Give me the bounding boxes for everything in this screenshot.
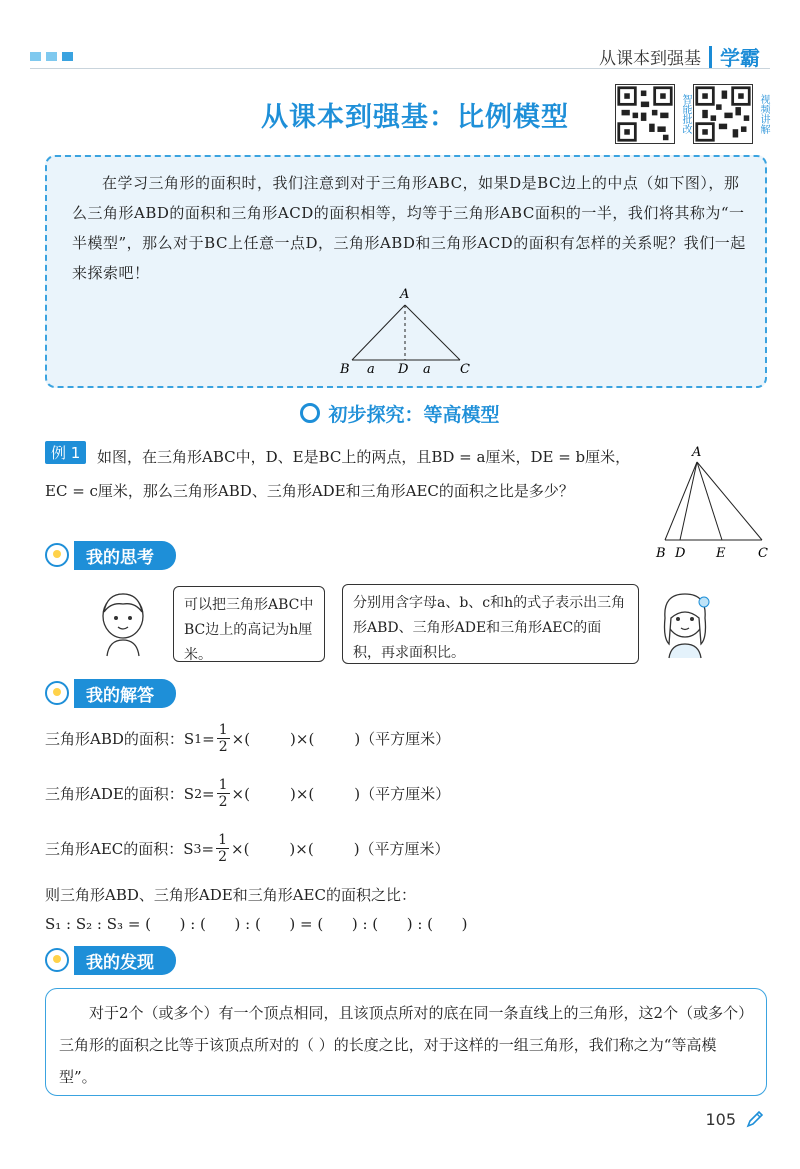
pencil-icon	[746, 1110, 764, 1128]
label-E: E	[716, 546, 726, 561]
header-decoration	[30, 52, 73, 61]
solution-line-abd: 三角形ABD的面积：S 1 = $\frac{1}{2}$ ×( )×( )（平方厘米）	[45, 722, 451, 755]
magnifier-icon	[300, 403, 320, 423]
label-B: B	[656, 546, 666, 561]
label-B: B	[340, 362, 350, 377]
label-a-left: a	[367, 362, 375, 377]
lightbulb-icon	[45, 948, 69, 972]
running-header	[599, 42, 760, 71]
thinking-bubble-left: 可以把三角形ABC中BC边上的高记为h厘米。	[173, 586, 325, 662]
label-A: A	[400, 287, 410, 302]
solution-line-ade: 三角形ADE的面积：S 2 = $\frac{1}{2}$ ×( )×( )（平方厘米）	[45, 777, 451, 810]
running-title: 从课本到强基	[599, 49, 701, 69]
boy-avatar	[95, 590, 151, 658]
finding-heading: 我的发现	[45, 946, 176, 974]
section-title: 初步探究：等高模型	[0, 400, 800, 427]
qr-label-grading: 智能批改	[680, 94, 691, 134]
label-C: C	[758, 546, 768, 561]
label-D: D	[398, 362, 409, 377]
finding-text: 对于2个（或多个）有一个顶点相同，且该顶点所对的底在同一条直线上的三角形，这2个（或多个）三角形的面积之比等于该顶点所对的（ ）的长度之比，对于这样的一组三角形，我们称之为“等高模型”。	[59, 1004, 746, 1086]
page-number: 105	[705, 1110, 736, 1129]
solution-line-aec: 三角形AEC的面积：S 3 = $\frac{1}{2}$ ×( )×( )（平方厘米）	[45, 832, 450, 865]
thinking-bubble-right: 分别用含字母a、b、c和h的式子表示出三角形ABD、三角形ADE和三角形AEC的面积，再求面积比。	[342, 584, 639, 664]
thinking-heading: 我的思考	[45, 541, 176, 569]
example-text: 如图，在三角形ABC中，D、E是BC上的两点，且BD = a厘米，DE = b厘米，EC = c厘米，那么三角形ABD、三角形ADE和三角形AEC的面积之比是多少？	[45, 448, 631, 500]
example-badge: 例 1	[45, 441, 86, 464]
label-A: A	[692, 445, 702, 460]
solution-heading: 我的解答	[45, 679, 176, 707]
page-title: 从课本到强基：比例模型	[261, 102, 569, 133]
intro-text: 在学习三角形的面积时，我们注意到对于三角形ABC，如果D是BC边上的中点（如下图），那么三角形ABD的面积和三角形ACD的面积相等，均等于三角形ABC面积的一半，我们将其称为“一半模型”，那么对于BC上任意一点D，三角形ABD和三角形ACD的面积有怎样的关系呢？我们一起来探索吧！	[72, 174, 746, 282]
lightbulb-icon	[45, 681, 69, 705]
example-triangle-figure	[650, 440, 780, 565]
qr-code-video[interactable]	[693, 84, 769, 144]
brand-logo: 学霸	[720, 46, 760, 70]
header-divider	[709, 46, 712, 68]
qr-code-grading[interactable]	[615, 84, 691, 144]
qr-code-icon	[615, 84, 675, 144]
label-D: D	[675, 546, 686, 561]
girl-avatar	[655, 588, 715, 660]
intro-triangle-figure	[330, 283, 480, 378]
qr-label-video: 视频讲解	[758, 94, 769, 134]
qr-code-icon	[693, 84, 753, 144]
ratio-intro: 则三角形ABD、三角形ADE和三角形AEC的面积之比：	[45, 886, 416, 904]
ratio-equation: S₁ : S₂ : S₃ = ( ) : ( ) : ( ) = ( ) : ( ) : ( )	[45, 915, 468, 933]
label-C: C	[460, 362, 470, 377]
lightbulb-icon	[45, 543, 69, 567]
label-a-right: a	[423, 362, 431, 377]
